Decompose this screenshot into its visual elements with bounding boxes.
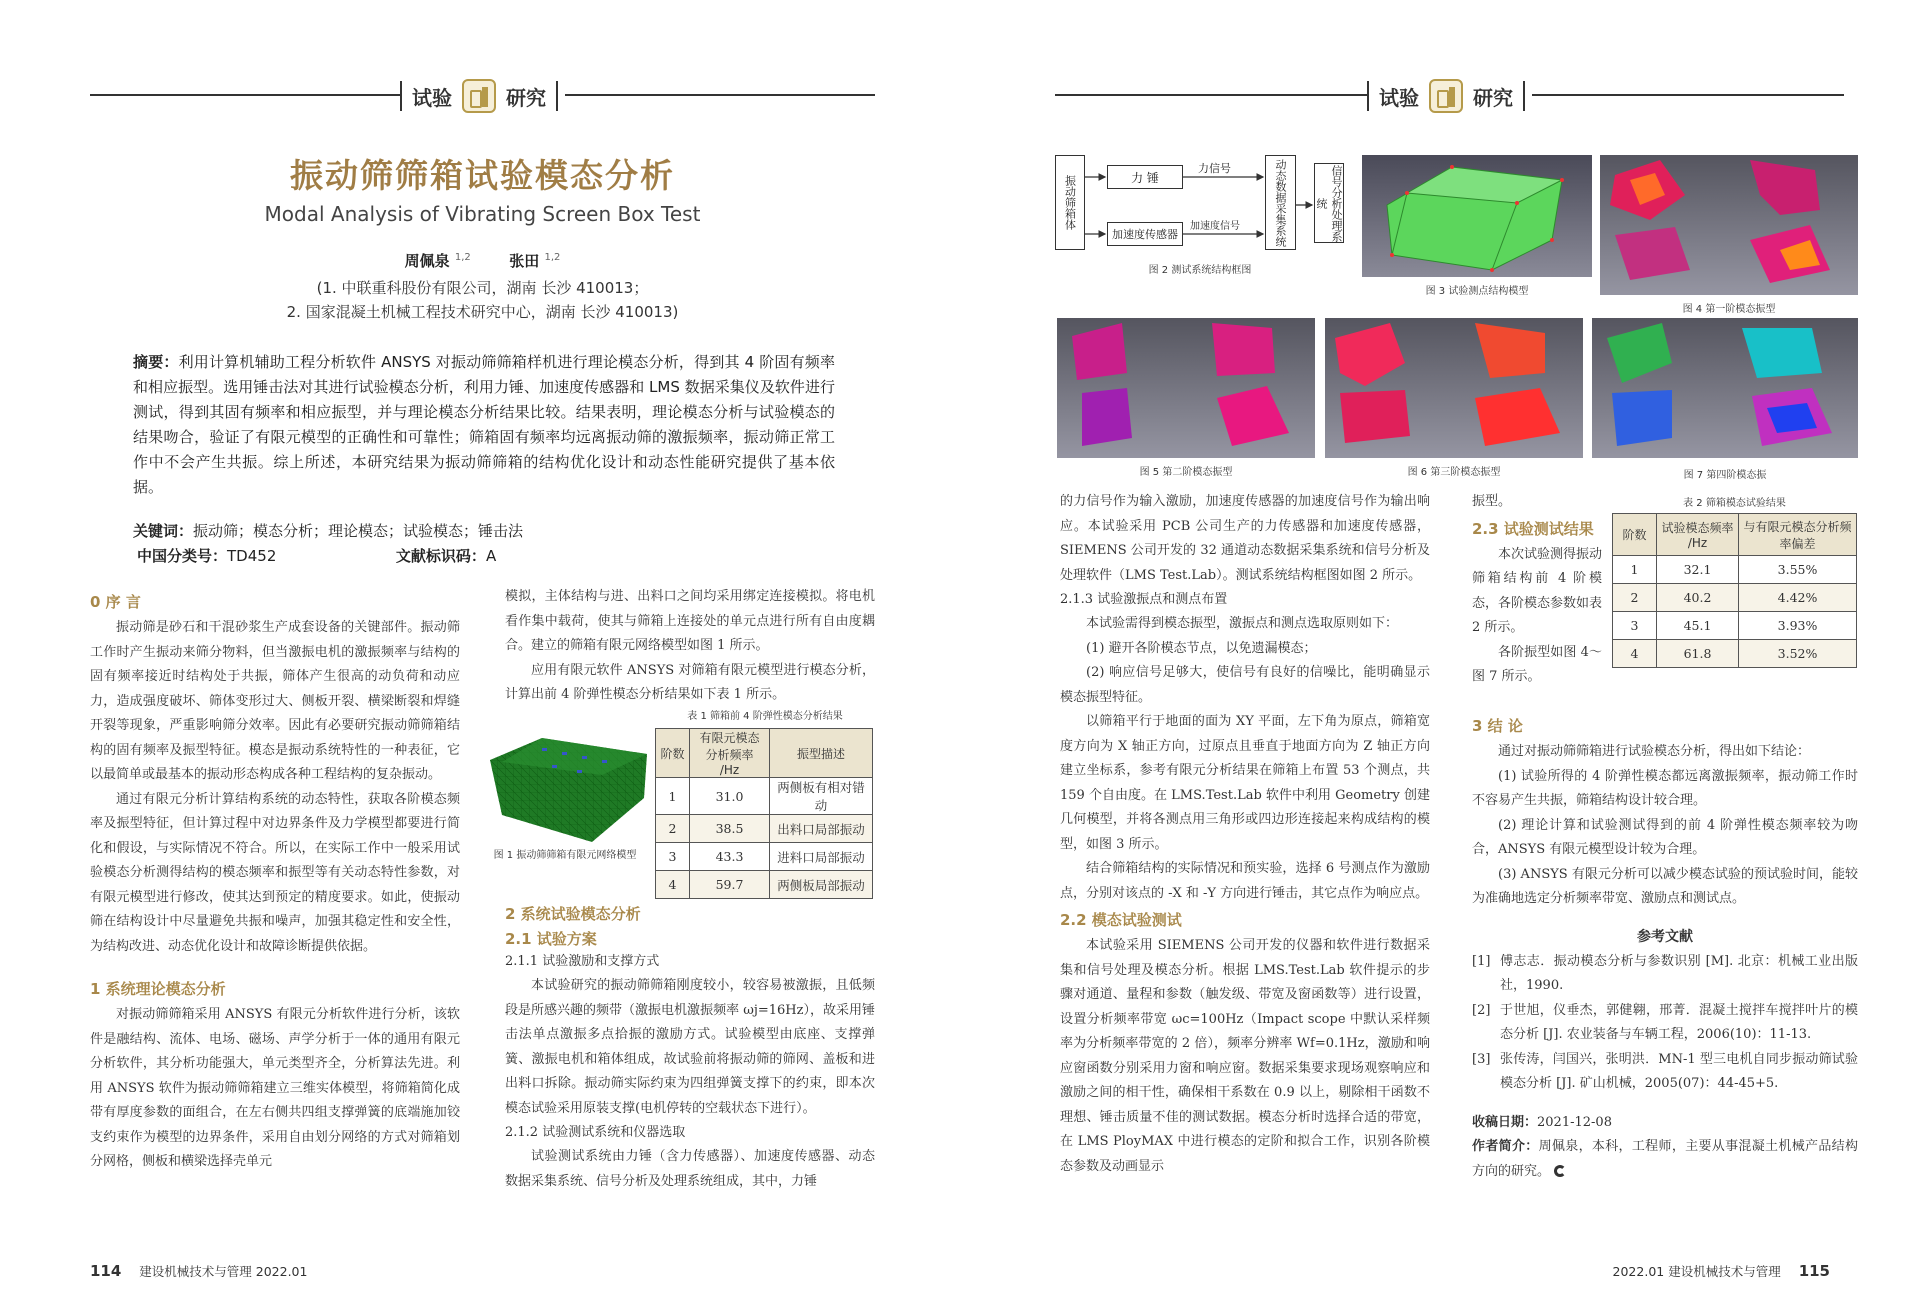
table-cell: 2 bbox=[656, 815, 690, 843]
section-2-3-heading: 2.3 试验测试结果 bbox=[1472, 519, 1594, 538]
paragraph: 以筛箱平行于地面的面为 XY 平面，左下角为原点，筛箱宽度方向为 X 轴正方向，过原点且垂直于地面方向为 Z 轴正方向建立坐标系，参考有限元分析结果在筛箱上布置 53 个测点，共 159 个自由度。在 LMS.Test.Lab 软件中利用 Geometry 创建几何模型，并将各测点用三角形或四边形连接起来构成结构的模型，如图 3 所示。 bbox=[1060, 714, 1430, 852]
table-cell: 45.1 bbox=[1657, 612, 1739, 640]
received-label: 收稿日期： bbox=[1472, 1114, 1538, 1130]
table-row bbox=[656, 815, 873, 843]
table-1 bbox=[655, 728, 873, 899]
article-title-en: Modal Analysis of Vibrating Screen Box Test bbox=[264, 202, 701, 226]
table-cell: 进料口局部振动 bbox=[770, 843, 873, 871]
table-cell: 1 bbox=[656, 778, 690, 815]
fig6-caption: 图 6 第三阶模态振型 bbox=[1407, 467, 1501, 478]
table-row bbox=[656, 778, 873, 815]
table-row bbox=[656, 871, 873, 899]
bio-label: 作者简介： bbox=[1472, 1139, 1539, 1154]
table-2 bbox=[1612, 513, 1857, 668]
classification-line bbox=[137, 545, 839, 566]
fig2-caption: 图 2 测试系统结构框图 bbox=[1148, 265, 1252, 276]
received-value: 2021-12-08 bbox=[1537, 1114, 1612, 1130]
table-row bbox=[1613, 640, 1857, 668]
table-cell: 59.7 bbox=[690, 871, 770, 899]
paragraph: 的力信号作为输入激励，加速度传感器的加速度信号作为输出响应。本试验采用 PCB 公司生产的力传感器和加速度传感器，SIEMENS 公司开发的 32 通道动态数据采集系统和信号分析及处理软件（LMS Test.Lab）。测试系统结构框图如图 2 所示。 bbox=[1060, 494, 1430, 583]
section-1-heading: 1 系统理论模态分析 bbox=[90, 980, 226, 998]
reference-item bbox=[1472, 999, 1858, 1048]
reference-item bbox=[1472, 1048, 1858, 1097]
lab-flask-icon bbox=[462, 79, 496, 113]
table-cell: 31.0 bbox=[690, 778, 770, 815]
abstract-label: 摘要： bbox=[133, 353, 179, 371]
table2-header: 与有限元模态分析频率偏差 bbox=[1739, 514, 1857, 556]
fig6-mode3-image bbox=[1325, 318, 1583, 458]
paragraph: 本次试验测得振动筛箱结构前 4 阶模态，各阶模态参数如表 2 所示。 bbox=[1472, 546, 1603, 635]
subsection-2-1-3: 2.1.3 试验激振点和测点布置 bbox=[1060, 592, 1228, 607]
table-cell: 43.3 bbox=[690, 843, 770, 871]
paragraph: 本试验采用 SIEMENS 公司开发的仪器和软件进行数据采集和信号处理及模态分析。根据 LMS.Test.Lab 软件提示的步骤对通道、量程和参数（触发级、带宽及窗函数等）进行设置，设置分析频率带宽 ωc=100Hz（Impact scope 中默认采样频率为分析频率带宽的 2 倍），频率分辨率 Wf=0.1Hz，激励和响应窗函数分别采用力窗和响应窗。数据采集要求现场观察响应和激励之间的相干性，确保相干系数在 0.9 以上，剔除相干函数不理想、锤击质量不佳的测试数据。模态分析时选择合适的带宽，在 LMS PloyMAX 中进行模态的定阶和拟合工作，识别各阶模态参数及动画显示 bbox=[1060, 938, 1430, 1174]
table-cell: 3 bbox=[656, 843, 690, 871]
end-mark-icon bbox=[1554, 1165, 1566, 1177]
diagram-label-force: 力信号 bbox=[1198, 162, 1231, 175]
header-rule-right-a bbox=[1055, 94, 1367, 96]
page-number-right: 115 bbox=[1798, 1262, 1830, 1280]
header-label-test-r: 试验 bbox=[1379, 85, 1419, 110]
lab-flask-icon bbox=[1429, 79, 1463, 113]
diagram-box-hammer: 力 锤 bbox=[1107, 165, 1183, 189]
clc-label: 中国分类号： bbox=[137, 547, 228, 565]
footer-left bbox=[90, 1262, 307, 1280]
paragraph: 本试验需得到模态振型，激振点和测点选取原则如下： bbox=[1086, 616, 1399, 631]
fig7-caption: 图 7 第四阶模态振 bbox=[1683, 470, 1767, 481]
table-cell: 40.2 bbox=[1657, 584, 1739, 612]
reference-number: [1] bbox=[1472, 953, 1491, 969]
diagram-box-signal: 信号分析处理系统 bbox=[1315, 164, 1343, 242]
diagram-box-screen-body: 振动筛箱体 bbox=[1055, 155, 1085, 250]
paragraph: (2) 理论计算和试验测试得到的前 4 阶弹性模态频率较为吻合，ANSYS 有限元模型设计较为合理。 bbox=[1472, 817, 1858, 857]
paragraph: 通过对振动筛筛箱进行试验模态分析，得出如下结论： bbox=[1498, 744, 1811, 759]
doc-code-value: A bbox=[485, 547, 497, 565]
author-bio bbox=[1472, 1135, 1858, 1184]
references-list bbox=[1472, 950, 1858, 1097]
table1-header: 有限元模态分析频率 /Hz bbox=[690, 729, 770, 778]
paragraph: 振型。 bbox=[1472, 494, 1512, 509]
reference-text: 于世旭，仪垂杰，郭健翱，邢菁．混凝土搅拌车搅拌叶片的模态分析 [J]. 农业装备与车辆工程，2006(10)：11-13. bbox=[1500, 1002, 1858, 1042]
keywords bbox=[133, 520, 835, 541]
paragraph: 各阶振型如图 4～图 7 所示。 bbox=[1472, 644, 1602, 684]
journal-name-right: 2022.01 建设机械技术与管理 bbox=[1612, 1264, 1781, 1279]
paragraph: 振动筛是砂石和干混砂浆生产成套设备的关键部件。振动筛工作时产生振动来筛分物料，但当激振电机的激振频率与结构的固有频率接近时结构处于共振，筛体产生很高的动负荷和动应力，造成强度破坏、筛体变形过大、侧板开裂、横梁断裂和焊缝开裂等现象，严重影响筛分效率。因此有必要研究振动筛筛箱结构的固有频率及振型特征。模态是振动系统特性的一种表征，它以最简单或最基本的振动形态构成各种工程结构的复杂振动。 bbox=[90, 620, 460, 782]
diagram-box-accelerometer: 加速度传感器 bbox=[1107, 222, 1183, 246]
reference-number: [3] bbox=[1472, 1051, 1491, 1067]
right-column-2-top bbox=[1472, 490, 1602, 690]
reference-text: 傅志志．振动模态分析与参数识别 [M]. 北京：机械工业出版社，1990. bbox=[1500, 953, 1858, 993]
left-column-2-bottom bbox=[505, 900, 875, 1194]
table-cell: 4 bbox=[656, 871, 690, 899]
section-2-2-heading: 2.2 模态试验测试 bbox=[1060, 911, 1182, 929]
journal-name-left: 建设机械技术与管理 2022.01 bbox=[139, 1264, 308, 1279]
author-2-sup: 1,2 bbox=[544, 252, 561, 263]
subsection-2-1-1: 2.1.1 试验激励和支撑方式 bbox=[505, 954, 660, 969]
diagram-label-accel: 加速度信号 bbox=[1190, 221, 1240, 232]
paragraph: 对振动筛筛箱采用 ANSYS 有限元分析软件进行分析，该软件是融结构、流体、电场、磁场、声学分析于一体的通用有限元分析软件，其分析功能强大，单元类型齐全，分析算法先进。利用 ANSYS 软件为振动筛筛箱建立三维实体模型，将筛箱简化成带有厚度参数的面组合，在左右侧共四组支撑弹簧的底端施加铰支约束作为模型的边界条件，采用自由划分网络的方式对筛箱划分网格，侧板和横梁选择壳单元 bbox=[90, 1007, 460, 1169]
fig3-test-point-model-image bbox=[1362, 155, 1592, 277]
fig1-caption: 图 1 振动筛筛箱有限元网络模型 bbox=[493, 850, 637, 861]
table-cell: 38.5 bbox=[690, 815, 770, 843]
table-cell: 两侧板局部振动 bbox=[770, 871, 873, 899]
table-cell: 4 bbox=[1613, 640, 1657, 668]
table-cell: 3.93% bbox=[1739, 612, 1857, 640]
section-3-heading: 3 结 论 bbox=[1472, 717, 1523, 735]
fig2-block-diagram bbox=[1055, 155, 1355, 255]
clc-value: TD452 bbox=[227, 547, 277, 565]
affiliation-2: 2. 国家混凝土机械工程技术研究中心，湖南 长沙 410013) bbox=[286, 303, 679, 321]
header-label-research-r: 研究 bbox=[1473, 85, 1513, 110]
fig5-caption: 图 5 第二阶模态振型 bbox=[1139, 467, 1233, 478]
table-cell: 3.55% bbox=[1739, 556, 1857, 584]
authors bbox=[90, 250, 875, 271]
fig5-mode2-image bbox=[1057, 318, 1315, 458]
table2-header: 试验模态频率 /Hz bbox=[1657, 514, 1739, 556]
fe-mesh-model-image bbox=[482, 720, 652, 850]
paragraph: 通过有限元分析计算结构系统的动态特性，获取各阶模态频率及振型特征，但计算过程中对边界条件及力学模型都要进行简化和假设，与实际情况不符合。所以，在实际工作中一般采用试验模态分析测得结构的模态频率和振型等有关动态特性参数，对有限元模型进行修改，使其达到预定的精度要求。如此，使振动筛在结构设计中尽量避免共振和噪声，加强其稳定性和安全性，为结构改进、动态优化设计和故障诊断提供依据。 bbox=[90, 791, 460, 954]
section-0-heading: 0 序 言 bbox=[90, 593, 141, 611]
affiliation-1: (1. 中联重科股份有限公司，湖南 长沙 410013； bbox=[316, 279, 649, 297]
table-cell: 3.52% bbox=[1739, 640, 1857, 668]
footer-right bbox=[1613, 1262, 1830, 1280]
reference-item bbox=[1472, 950, 1858, 999]
left-column-1 bbox=[90, 588, 460, 1175]
received-date bbox=[1472, 1111, 1858, 1136]
fig4-mode1-image bbox=[1600, 155, 1858, 295]
reference-text: 张传涛，闫国兴，张明洪．MN-1 型三电机自同步振动筛试验模态分析 [J]. 矿山机械，2005(07)：44-45+5. bbox=[1500, 1051, 1858, 1091]
paragraph: 本试验研究的振动筛筛箱刚度较小，较容易被激振，且低频段是所感兴趣的频带（激振电机激振频率 ωj=16Hz），故采用锤击法单点激振多点拾振的激励方式。试验模型由底座、支撑弹簧、激振电机和箱体组成，故试验前将振动筛的筛网、盖板和进出料口拆除。振动筛实际约束为四组弹簧支撑下的约束，即本次模态试验采用原装支撑(电机停转的空载状态下进行）。 bbox=[505, 978, 875, 1116]
header-label-research: 研究 bbox=[506, 85, 546, 110]
fig4-caption: 图 4 第一阶模态振型 bbox=[1682, 304, 1776, 315]
diagram-box-daq: 动态数据采集系统 bbox=[1265, 155, 1296, 250]
table-row bbox=[1613, 584, 1857, 612]
doc-code-label: 文献标识码： bbox=[395, 547, 486, 565]
section-2-1-heading: 2.1 试验方案 bbox=[505, 930, 597, 948]
abstract bbox=[133, 350, 835, 500]
header-rule-left-b bbox=[565, 94, 875, 96]
keywords-text: 振动筛；模态分析；理论模态；试验模态；锤击法 bbox=[193, 522, 524, 540]
right-column-1 bbox=[1060, 490, 1430, 1179]
paragraph: (2) 响应信号足够大，使信号有良好的信噪比，能明确显示模态振型特征。 bbox=[1060, 665, 1430, 705]
paragraph: 应用有限元软件 ANSYS 对筛箱有限元模型进行模态分析，计算出前 4 阶弹性模态分析结果如下表 1 所示。 bbox=[505, 662, 875, 702]
header-rule-left-a bbox=[90, 94, 400, 96]
table1-header: 振型描述 bbox=[770, 729, 873, 778]
keywords-label: 关键词： bbox=[133, 522, 194, 540]
article-title-cn: 振动筛筛箱试验模态分析 bbox=[290, 156, 675, 195]
table-row bbox=[656, 843, 873, 871]
paragraph: 试验测试系统由力锤（含力传感器）、加速度传感器、动态数据采集系统、信号分析及处理系统组成，其中，力锤 bbox=[505, 1149, 875, 1189]
table1-caption: 表 1 筛箱前 4 阶弹性模态分析结果 bbox=[687, 711, 843, 722]
table-cell: 两侧板有相对错动 bbox=[770, 778, 873, 815]
header-label-test: 试验 bbox=[412, 85, 452, 110]
fig7-mode4-image bbox=[1592, 318, 1858, 458]
paragraph: (3) ANSYS 有限元分析可以减少模态试验的预试验时间，能较为准确地选定分析频率带宽、激励点和测试点。 bbox=[1472, 866, 1858, 906]
table-row bbox=[1613, 612, 1857, 640]
fig3-caption: 图 3 试验测点结构模型 bbox=[1425, 286, 1529, 297]
paragraph: (1) 试验所得的 4 阶弹性模态都远离激振频率，振动筛工作时不容易产生共振，筛箱结构设计较合理。 bbox=[1472, 768, 1858, 808]
page-number-left: 114 bbox=[90, 1262, 122, 1280]
paragraph: (1) 避开各阶模态节点，以免遗漏模态； bbox=[1086, 640, 1317, 656]
table-cell: 32.1 bbox=[1657, 556, 1739, 584]
table2-header: 阶数 bbox=[1613, 514, 1657, 556]
table-cell: 61.8 bbox=[1657, 640, 1739, 668]
right-column-2-bottom bbox=[1472, 712, 1858, 1184]
table2-caption: 表 2 筛箱模态试验结果 bbox=[1683, 498, 1786, 509]
table1-header: 阶数 bbox=[656, 729, 690, 778]
paragraph: 模拟，主体结构与进、出料口之间均采用绑定连接模拟。将电机看作集中载荷，使其与筛箱上连接处的单元点进行所有自由度耦合。建立的筛箱有限元网络模型如图 1 所示。 bbox=[505, 589, 875, 653]
header-rule-right-b bbox=[1532, 94, 1844, 96]
header-tab-right bbox=[1367, 78, 1525, 114]
reference-number: [2] bbox=[1472, 1002, 1491, 1018]
table-row bbox=[1613, 556, 1857, 584]
left-column-2-top bbox=[505, 585, 875, 708]
author-1-sup: 1,2 bbox=[454, 252, 471, 263]
header-tab-left bbox=[400, 78, 558, 114]
table-cell: 2 bbox=[1613, 584, 1657, 612]
abstract-text: 利用计算机辅助工程分析软件 ANSYS 对振动筛筛箱样机进行理论模态分析，得到其 4 阶固有频率和相应振型。选用锤击法对其进行试验模态分析，利用力锤、加速度传感器和 LMS 数据采集仪及软件进行测试，得到其固有频率和相应振型，并与理论模态分析结果比较。结果表明，理论模态分析与试验模态的结果吻合，验证了有限元模型的正确性和可靠性；筛箱固有频率均远离振动筛的激振频率，振动筛正常工作中不会产生共振。综上所述，本研究结果为振动筛筛箱的结构优化设计和动态性能研究提供了基本依据。 bbox=[133, 353, 835, 496]
table-cell: 出料口局部振动 bbox=[770, 815, 873, 843]
table-cell: 4.42% bbox=[1739, 584, 1857, 612]
author-1: 周佩泉 bbox=[404, 252, 450, 270]
table-cell: 3 bbox=[1613, 612, 1657, 640]
section-2-heading: 2 系统试验模态分析 bbox=[505, 905, 641, 923]
bio-text: 周佩泉，本科，工程师，主要从事混凝土机械产品结构方向的研究。 bbox=[1472, 1139, 1858, 1179]
paragraph: 结合筛箱结构的实际情况和预实验，选择 6 号测点作为激励点，分别对该点的 -X 和 -Y 方向进行锤击，其它点作为响应点。 bbox=[1060, 861, 1430, 901]
table-cell: 1 bbox=[1613, 556, 1657, 584]
author-2: 张田 bbox=[509, 252, 540, 270]
references-title: 参考文献 bbox=[1637, 928, 1693, 945]
subsection-2-1-2: 2.1.2 试验测试系统和仪器选取 bbox=[505, 1125, 686, 1140]
